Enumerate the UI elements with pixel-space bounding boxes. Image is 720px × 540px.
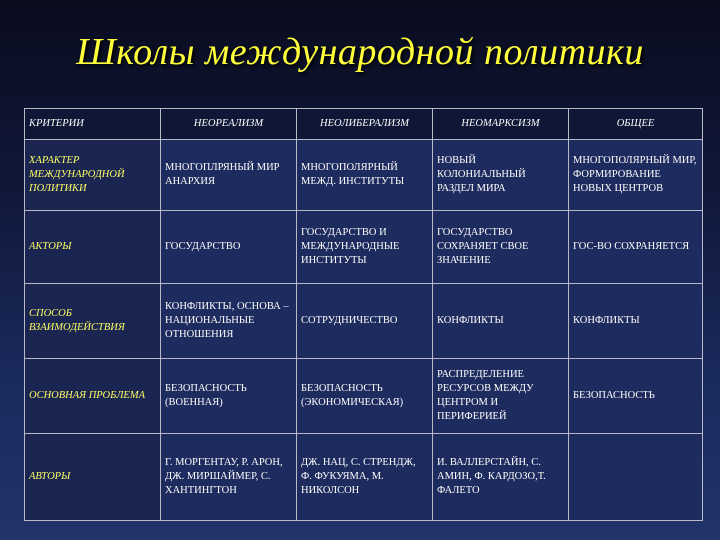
table-row	[25, 140, 703, 211]
criterion-cell: АКТОРЫ	[25, 211, 161, 284]
table-cell: ДЖ. НАЦ, С. СТРЕНДЖ, Ф. ФУКУЯМА, М. НИКОЛСОН	[297, 434, 433, 521]
header-neomarxism: НЕОМАРКСИЗМ	[433, 109, 569, 140]
criterion-cell: ХАРАКТЕР МЕЖДУНАРОДНОЙ ПОЛИТИКИ	[25, 140, 161, 211]
table-cell	[569, 434, 703, 521]
header-criteria: КРИТЕРИИ	[25, 109, 161, 140]
table-cell: КОНФЛИКТЫ, ОСНОВА – НАЦИОНАЛЬНЫЕ ОТНОШЕНИЯ	[161, 284, 297, 359]
header-common: ОБЩЕЕ	[569, 109, 703, 140]
table-row	[25, 211, 703, 284]
table-cell: БЕЗОПАСНОСТЬ (ВОЕННАЯ)	[161, 359, 297, 434]
table-cell: МНОГОПОЛЯРНЫЙ МИР, ФОРМИРОВАНИЕ НОВЫХ ЦЕНТРОВ	[569, 140, 703, 211]
table-cell: БЕЗОПАСНОСТЬ (ЭКОНОМИЧЕСКАЯ)	[297, 359, 433, 434]
header-neorealism: НЕОРЕАЛИЗМ	[161, 109, 297, 140]
table-cell: И. ВАЛЛЕРСТАЙН, С. АМИН, Ф. КАРДОЗО,Т. ФАЛЕТО	[433, 434, 569, 521]
table-header-row	[25, 109, 703, 140]
table-row	[25, 359, 703, 434]
criterion-cell: ОСНОВНАЯ ПРОБЛЕМА	[25, 359, 161, 434]
table-cell: БЕЗОПАСНОСТЬ	[569, 359, 703, 434]
table-cell: СОТРУДНИЧЕСТВО	[297, 284, 433, 359]
table-cell: ГОСУДАРСТВО	[161, 211, 297, 284]
table-row	[25, 434, 703, 521]
table-cell: МНОГОПОЛЯРНЫЙ МЕЖД. ИНСТИТУТЫ	[297, 140, 433, 211]
table-row	[25, 284, 703, 359]
criterion-cell: АВТОРЫ	[25, 434, 161, 521]
table-cell: МНОГОПЛРЯНЫЙ МИР АНАРХИЯ	[161, 140, 297, 211]
table-cell: ГОС-ВО СОХРАНЯЕТСЯ	[569, 211, 703, 284]
table-cell: Г. МОРГЕНТАУ, Р. АРОН, ДЖ. МИРШАЙМЕР, С. ХАНТИНГТОН	[161, 434, 297, 521]
table-cell: РАСПРЕДЕЛЕНИЕ РЕСУРСОВ МЕЖДУ ЦЕНТРОМ И ПЕРИФЕРИЕЙ	[433, 359, 569, 434]
table-cell: НОВЫЙ КОЛОНИАЛЬНЫЙ РАЗДЕЛ МИРА	[433, 140, 569, 211]
table-cell: КОНФЛИКТЫ	[569, 284, 703, 359]
page-title: Школы международной политики	[76, 31, 644, 73]
criterion-cell: СПОСОБ ВЗАИМОДЕЙСТВИЯ	[25, 284, 161, 359]
header-neoliberalism: НЕОЛИБЕРАЛИЗМ	[297, 109, 433, 140]
table-cell: ГОСУДАРСТВО И МЕЖДУНАРОДНЫЕ ИНСТИТУТЫ	[297, 211, 433, 284]
comparison-table	[24, 108, 703, 521]
table-cell: ГОСУДАРСТВО СОХРАНЯЕТ СВОЕ ЗНАЧЕНИЕ	[433, 211, 569, 284]
table-cell: КОНФЛИКТЫ	[433, 284, 569, 359]
